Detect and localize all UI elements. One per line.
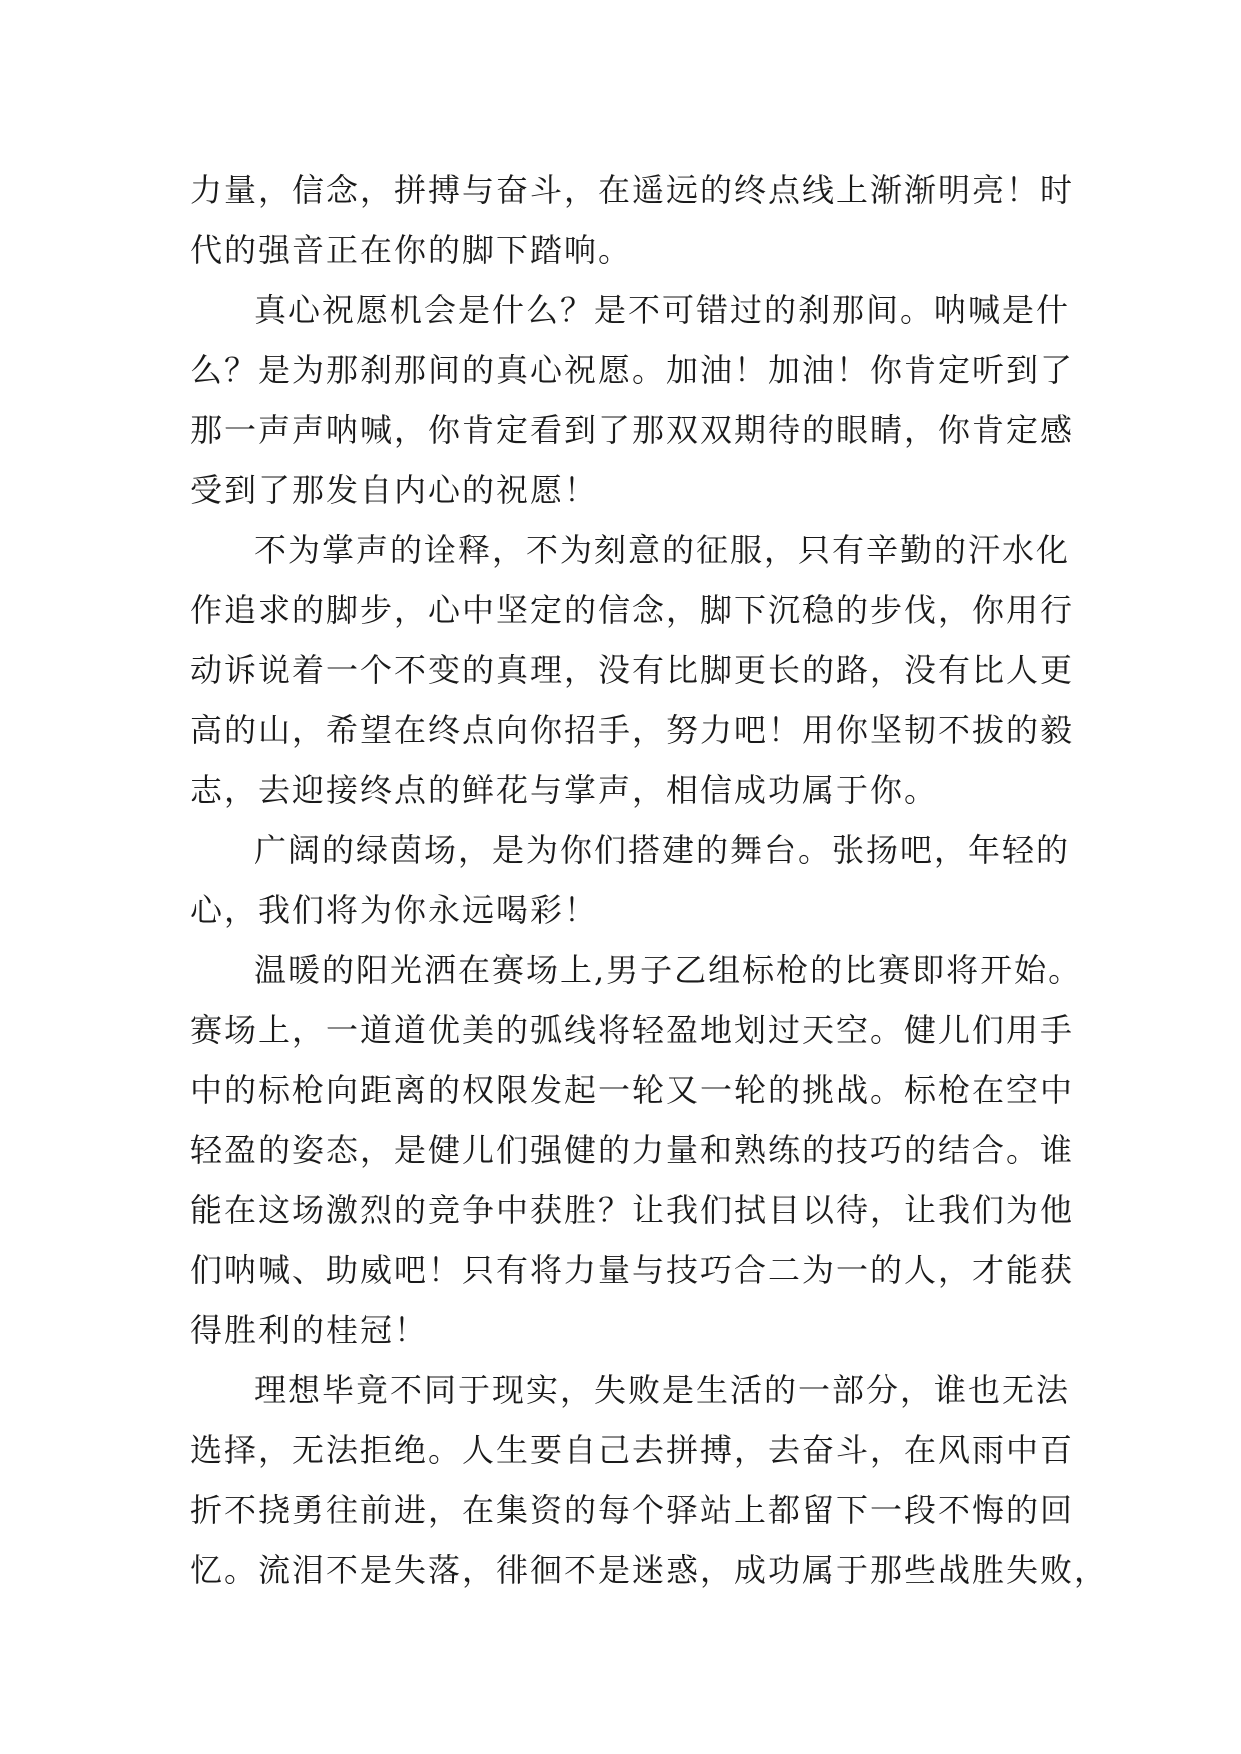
text-line: 代的强音正在你的脚下踏响。: [190, 231, 633, 269]
text-line: 们呐喊、助威吧！只有将力量与技巧合二为一的人，才能获: [190, 1251, 1075, 1289]
text-line: 能在这场激烈的竞争中获胜？让我们拭目以待，让我们为他: [190, 1191, 1075, 1229]
body-text: [190, 160, 1109, 1600]
paragraph-start-line: 不为掌声的诠释，不为刻意的征服，只有辛勤的汗水化: [254, 531, 1071, 569]
text-line: 么？是为那刹那间的真心祝愿。加油！加油！你肯定听到了: [190, 351, 1075, 389]
text-line: 中的标枪向距离的权限发起一轮又一轮的挑战。标枪在空中: [190, 1071, 1075, 1109]
text-line: 选择，无法拒绝。人生要自己去拼搏，去奋斗，在风雨中百: [190, 1431, 1075, 1469]
text-line: 动诉说着一个不变的真理，没有比脚更长的路，没有比人更: [190, 651, 1075, 689]
text-line: 心，我们将为你永远喝彩！: [190, 891, 599, 929]
text-line: 那一声声呐喊，你肯定看到了那双双期待的眼睛，你肯定感: [190, 411, 1075, 449]
text-line: 折不挠勇往前进，在集资的每个驿站上都留下一段不悔的回: [190, 1491, 1075, 1529]
text-line: 赛场上，一道道优美的弧线将轻盈地划过天空。健儿们用手: [190, 1011, 1075, 1049]
paragraph-start-line: 广阔的绿茵场，是为你们搭建的舞台。张扬吧，年轻的: [254, 831, 1071, 869]
text-line: 得胜利的桂冠！: [190, 1311, 429, 1349]
text-line: 轻盈的姿态，是健儿们强健的力量和熟练的技巧的结合。谁: [190, 1131, 1075, 1169]
text-line: 志，去迎接终点的鲜花与掌声，相信成功属于你。: [190, 771, 939, 809]
text-line: 高的山，希望在终点向你招手，努力吧！用你坚韧不拔的毅: [190, 711, 1075, 749]
text-line: 力量，信念，拼搏与奋斗，在遥远的终点线上渐渐明亮！时: [190, 171, 1075, 209]
paragraph-start-line: 理想毕竟不同于现实，失败是生活的一部分，谁也无法: [254, 1371, 1071, 1409]
paragraph-start-line: 真心祝愿机会是什么？是不可错过的刹那间。呐喊是什: [254, 291, 1071, 329]
paragraph-start-line: 温暖的阳光洒在赛场上,男子乙组标枪的比赛即将开始。: [254, 951, 1083, 989]
text-line: 受到了那发自内心的祝愿！: [190, 471, 599, 509]
text-line: 作追求的脚步，心中坚定的信念，脚下沉稳的步伐，你用行: [190, 591, 1075, 629]
text-line: 忆。流泪不是失落，徘徊不是迷惑，成功属于那些战胜失败，: [190, 1551, 1109, 1589]
